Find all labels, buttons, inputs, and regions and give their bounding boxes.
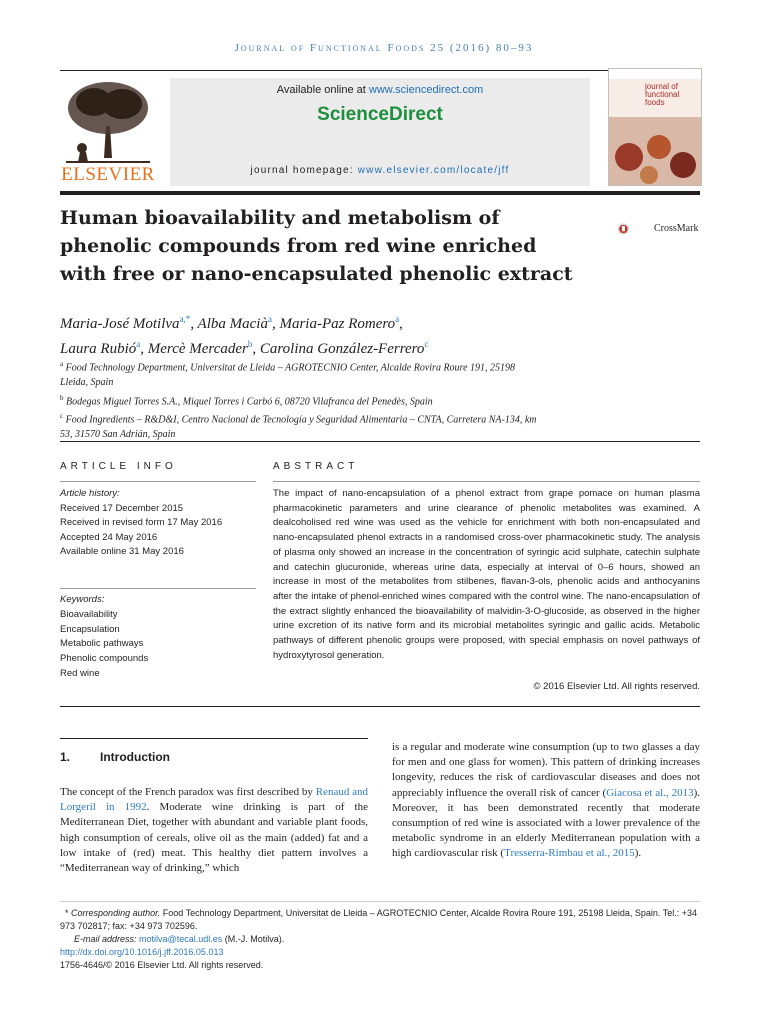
article-info-heading: ARTICLE INFO xyxy=(60,461,177,472)
author-separator: , xyxy=(140,341,148,357)
author-separator: , xyxy=(399,316,403,332)
introduction-left-column xyxy=(60,785,368,876)
email-suffix: (M.-J. Motilva). xyxy=(222,934,285,944)
author-name[interactable]: Mercè Mercader xyxy=(147,341,248,357)
introduction-rule xyxy=(60,738,368,739)
corresponding-author-note xyxy=(60,907,700,933)
author-separator: , xyxy=(252,341,260,357)
author-affiliation-mark[interactable]: a xyxy=(136,339,141,349)
body-text: The concept of the French paradox was first described by xyxy=(60,786,316,798)
author-list xyxy=(60,309,700,359)
citation-link[interactable]: Renaud and Lorgeril in 1992 xyxy=(60,786,369,814)
history-item: Accepted 24 May 2016 xyxy=(60,531,158,543)
corresponding-label: Corresponding author. xyxy=(71,908,161,918)
journal-cover-image xyxy=(608,68,702,186)
cover-title: journal of functional foods xyxy=(645,82,680,107)
author-name[interactable]: Alba Macià xyxy=(197,316,268,332)
author-affiliation-mark[interactable]: a,* xyxy=(179,314,191,324)
affiliation-mark: b xyxy=(60,393,64,402)
abstract-text: The impact of nano-encapsulation of a phenol extract from grape pomace on human plasma pharmacokinetic parameters and urine clearance of phenolic metabolites was examined. A dealcoholised red wine was used as the vehicle for enrichment with both non-encapsulated and nano-encapsulated phenol extracts in a randomised cross-over pharmacokinetic study. The analysis of plasma only showed an increase in the concentration of syringic acid sulphate, catechin sulphate and catechin glucuronide, whereas urine data, especially at interval of 0–6 hours, showed an increase in most of the metabolites from stilbenes, flavan-3-ols, phenolic acids and anthocyanins after the intake of phenol-enriched wines compared with the control wine. The nano-encapsulation of the extract slightly enhanced the bioavailability of malvidin-3-O-glucoside, as observed in the higher urine excretion of its native form and its microbial metabolites syringic and gallic acids. Metabolic pathways of different phenolic groups were proposed, with special emphasis on novel pathways of hydroxytyrosol generation. xyxy=(273,488,700,661)
publisher-logo: ELSEVIER xyxy=(61,164,155,185)
journal-reference: Journal of Functional Foods 25 (2016) 80–93 xyxy=(234,42,534,54)
body-text: ). Moreover, it has been demonstrated recently that moderate consumption of red wine is associated with a lower prevalence of the metabolic syndrome in an elderly Mediterranean population with a high cardiovascular risk ( xyxy=(392,786,700,860)
footnotes xyxy=(60,907,700,972)
abstract-heading: ABSTRACT xyxy=(273,461,359,472)
author-name[interactable]: Laura Rubió xyxy=(60,341,137,357)
affiliation-text: Food Ingredients – R&D&I, Centro Nacional de Tecnología y Seguridad Alimentaria – CNTA, Carretera NA-134, km 53, 31570 San Adrián, Spain xyxy=(60,414,537,441)
history-label: Article history: xyxy=(60,488,120,499)
footnote-rule xyxy=(60,901,700,902)
issn-line: 1756-4646/© 2016 Elsevier Ltd. All rights reserved. xyxy=(60,960,264,970)
corresponding-text: Food Technology Department, Universitat de Lleida – AGROTECNIO Center, Alcalde Rovira Roure 191, 25198 Lleida, Spain. Tel.: +34 973 702817; fax: +34 973 702596. xyxy=(60,908,698,931)
body-text: ). xyxy=(634,847,642,860)
author-separator: , xyxy=(271,316,280,332)
author-affiliation-mark[interactable]: a xyxy=(267,314,272,324)
article-title: Human bioavailability and metabolism of phenolic compounds from red wine enriched with free or nano-encapsulated phenolic extract xyxy=(60,207,573,285)
history-item: Available online 31 May 2016 xyxy=(60,546,184,558)
affiliation-text: Bodegas Miguel Torres S.A., Miquel Torres i Carbó 6, 08720 Vilafranca del Penedès, Spain xyxy=(66,395,433,407)
cover-food-image xyxy=(609,117,701,185)
citation-link[interactable]: Tresserra-Rimbau et al., 2015 xyxy=(504,847,635,860)
history-item: Received 17 December 2015 xyxy=(60,502,184,514)
body-text: . Moderate wine drinking is part of the Mediterranean Diet, together with abundant and variable plant foods, high consumption of cereals, olive oil as the main (added) fat and a low intake of (red) meat. This healthy diet pattern involves a “Mediterranean way of drinking,” which xyxy=(60,801,368,875)
footnote-marker: * xyxy=(65,908,69,918)
introduction-right-column xyxy=(392,740,700,862)
keywords-rule xyxy=(60,588,256,589)
header-thick-rule xyxy=(60,191,700,195)
affiliation-mark: a xyxy=(60,360,64,368)
author-separator: , xyxy=(190,316,198,332)
keywords-label: Keywords: xyxy=(60,594,105,605)
author-affiliation-mark[interactable]: c xyxy=(424,339,429,349)
section-rule xyxy=(60,441,700,442)
keyword-item: Red wine xyxy=(60,667,100,679)
introduction-heading xyxy=(60,750,170,764)
author-affiliation-mark[interactable]: a xyxy=(395,314,400,324)
affiliation-mark: c xyxy=(60,412,64,421)
available-online xyxy=(170,84,590,96)
doi-link[interactable]: http://dx.doi.org/10.1016/j.jff.2016.05.013 xyxy=(60,947,224,957)
affiliations xyxy=(60,357,540,443)
crossmark-icon[interactable] xyxy=(617,212,651,246)
section-title: Introduction xyxy=(100,750,170,764)
affiliation-item xyxy=(60,409,540,443)
abstract-rule xyxy=(273,481,700,482)
author-name[interactable]: Carolina González-Ferrero xyxy=(259,341,425,357)
available-label: Available online at xyxy=(276,84,369,96)
affiliation-item xyxy=(60,357,540,391)
sciencedirect-link[interactable]: www.sciencedirect.com xyxy=(368,84,484,96)
email-label: E-mail address: xyxy=(74,934,137,944)
journal-homepage xyxy=(170,165,590,176)
homepage-label: journal homepage: xyxy=(250,165,358,176)
sciencedirect-logo[interactable]: ScienceDirect xyxy=(317,104,443,125)
email-link[interactable]: motilva@tecal.udl.es xyxy=(139,934,223,944)
keyword-item: Encapsulation xyxy=(60,623,120,635)
header-rule xyxy=(60,70,700,71)
abstract-end-rule xyxy=(60,706,700,707)
author-name[interactable]: Maria-José Motilva xyxy=(60,316,180,332)
homepage-link[interactable]: www.elsevier.com/locate/jff xyxy=(357,165,510,176)
article-info-rule xyxy=(60,481,256,482)
crossmark-label[interactable]: CrossMark xyxy=(654,223,699,234)
article-history xyxy=(60,487,256,560)
author-name[interactable]: Maria-Paz Romero xyxy=(279,316,396,332)
author-affiliation-mark[interactable]: b xyxy=(247,339,253,349)
keyword-item: Phenolic compounds xyxy=(60,653,149,665)
body-text: is a regular and moderate wine consumption (up to two glasses a day for men and one glass for women). This pattern of drinking increases longevity, reduces the risk of cardiovascular diseases and does not appreciably influence the overall risk of cancer ( xyxy=(392,741,700,799)
section-number: 1. xyxy=(60,750,71,764)
affiliation-text: Food Technology Department, Universitat de Lleida – AGROTECNIO Center, Alcalde Rovira Roure 191, 25198 Lleida, Spain xyxy=(60,362,516,388)
email-note xyxy=(60,933,700,946)
keyword-item: Bioavailability xyxy=(60,608,118,620)
history-item: Received in revised form 17 May 2016 xyxy=(60,517,223,529)
keywords xyxy=(60,593,256,682)
abstract-copyright: © 2016 Elsevier Ltd. All rights reserved. xyxy=(533,681,700,692)
affiliation-item xyxy=(60,391,540,410)
keyword-item: Metabolic pathways xyxy=(60,638,144,650)
citation-link[interactable]: Giacosa et al., 2013 xyxy=(606,786,694,799)
